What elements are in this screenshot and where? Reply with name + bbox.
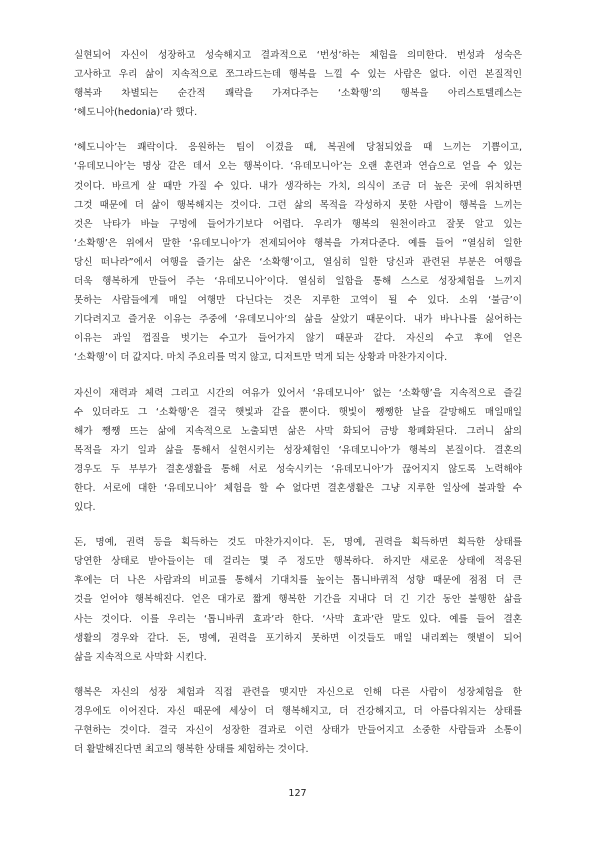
paragraph (74, 533, 522, 667)
text-line: 행복은 자신의 성장 체험과 직접 관련을 맺지만 자신으로 인해 다른 사람이 성장체험을 한 (74, 686, 522, 698)
text-line: 것은 낙타가 바늘 구멍에 들어가기보다 어렵다. 우리가 행복의 원천이라고 잘못 알고 있는 (74, 218, 522, 230)
text-line: 목적을 자기 일과 삶을 통해서 실현시키는 성장체험인 ‘유데모니아’가 행복의 본질이다. 결혼의 (74, 444, 522, 456)
text-line: 실현되어 자신이 성장하고 성숙해지고 결과적으로 ‘번성’하는 체험을 의미한다. 번성과 성숙은 (74, 50, 522, 61)
text-line: 것을 얻어야 행복해진다. 얻은 대가로 짧게 행복한 기간을 지내다 더 긴 기간 동안 불행한 삶을 (74, 594, 522, 606)
text-line: 수 있더라도 그 ‘소확행’은 결국 햇빛과 같을 뿐이다. 햇빛이 쨍쨍한 날을 갈망해도 매일매일 (74, 406, 522, 418)
text-line: ‘소확행’은 위에서 말한 ‘유데모니아’가 전제되어야 행복을 가져다준다. 예를 들어 “열심히 일한 (74, 237, 522, 249)
text-line: 것이다. 바르게 살 때만 가질 수 있다. 내가 생각하는 가치, 의식이 조금 더 높은 곳에 위치하면 (74, 180, 522, 192)
text-line: 당신 떠나라”에서 여행을 즐기는 삶은 ‘소확행’이고, 열심히 일한 당신과 관련된 부분은 여행을 (74, 256, 522, 268)
text-line: 삶을 지속적으로 사막화 시킨다. (74, 651, 207, 663)
text-line: 한다. 서로에 대한 ‘유데모니아’ 체험을 할 수 없다면 결혼생활은 그냥 지루한 일상에 불과할 수 (74, 482, 522, 494)
text-line: 더욱 행복하게 만들어 주는 ‘유데모니아’이다. 열심히 일함을 통해 스스로 성장체험을 느끼지 (74, 276, 522, 288)
page-body (74, 46, 522, 775)
text-line: 이유는 과일 껍질을 벗기는 수고가 들어가지 않기 때문과 같다. 자신의 수고 후에 얻은 (74, 333, 522, 345)
text-line: 기다려지고 즐거운 이유는 주중에 ‘유데모니아’의 삶을 살았기 때문이다. 내가 바나나를 싫어하는 (74, 314, 522, 326)
page-number: 127 (288, 788, 307, 799)
text-line: 경우에도 이어진다. 자신 때문에 세상이 더 행복해지고, 더 건강해지고, 더 아름다워지는 상태를 (74, 705, 522, 717)
paragraph (74, 384, 522, 518)
text-line: 행복과 차별되는 순간적 쾌락을 가져다주는 ‘소확행’의 행복을 아리스토텔레스는 (74, 88, 522, 100)
text-line: 당연한 상태로 받아들이는 데 걸리는 몇 주 정도만 행복하다. 하지만 새로운 상태에 적응된 (74, 556, 522, 568)
paragraph (74, 683, 522, 759)
text-line: ‘유데모니아’는 명상 같은 데서 오는 행복이다. ‘유데모니아’는 오랜 훈련과 연습으로 얻을 수 있는 (74, 161, 522, 173)
text-line: 사는 것이다. 이를 우리는 ‘톱니바퀴 효과’라 한다. ‘사막 효과’란 말도 있다. 예를 들어 결혼 (74, 613, 522, 625)
text-line: 못하는 사람들에게 매일 여행만 다닌다는 것은 지루한 고역이 될 수 있다. 소위 ‘불금’이 (74, 295, 522, 307)
text-line: ‘소확행’이 더 값지다. 마치 주요리를 먹지 않고, 디저트만 먹게 되는 상황과 마찬가지이다. (74, 352, 448, 364)
text-line: 있다. (74, 502, 96, 514)
text-line: 고사하고 우리 삶이 지속적으로 쪼그라드는데 행복을 느낄 수 있는 사람은 없다. 이런 본질적인 (74, 69, 522, 81)
text-line: 생활의 경우와 같다. 돈, 명예, 권력을 포기하지 못하면 이것들도 매일 내리쬐는 햇볕이 되어 (74, 632, 522, 644)
paragraph (74, 138, 522, 367)
text-line: ‘헤도니아(hedonia)’라 했다. (74, 107, 198, 119)
paragraph (74, 46, 522, 122)
text-line: 돈, 명예, 권력 등을 획득하는 것도 마찬가지이다. 돈, 명예, 권력을 획득하면 획득한 상태를 (74, 537, 522, 549)
text-line: 더 활발해진다면 최고의 행복한 상태를 체험하는 것이다. (74, 744, 309, 756)
text-line: 경우도 두 부부가 결혼생활을 통해 서로 성숙시키는 ‘유데모니아’가 끊어지지 않도록 노력해야 (74, 463, 522, 475)
text-line: 해가 쨍쨍 뜨는 삶에 지속적으로 노출되면 삶은 사막 화되어 금방 황폐화된다. 그러니 삶의 (74, 425, 522, 437)
text-line: 구현하는 것이다. 결국 자신이 성장한 결과로 이런 상태가 만들어지고 소중한 사람들과 소통이 (74, 725, 522, 736)
text-line: 후에는 더 나은 사람과의 비교를 통해서 기대치를 높이는 톱니바퀴적 성향 때문에 점점 더 큰 (74, 575, 522, 587)
text-line: 그것 때문에 더 삶이 행복해지는 것이다. 그런 삶의 목적을 각성하지 못한 사람이 행복을 느끼는 (74, 199, 522, 211)
text-line: ‘헤도니아’는 쾌락이다. 응원하는 팀이 이겼을 때, 복권에 당첨되었을 때 느끼는 기쁨이고, (74, 142, 522, 154)
text-line: 자신이 재력과 체력 그리고 시간의 여유가 있어서 ‘유데모니아’ 없는 ‘소확행’을 지속적으로 즐길 (74, 387, 522, 399)
